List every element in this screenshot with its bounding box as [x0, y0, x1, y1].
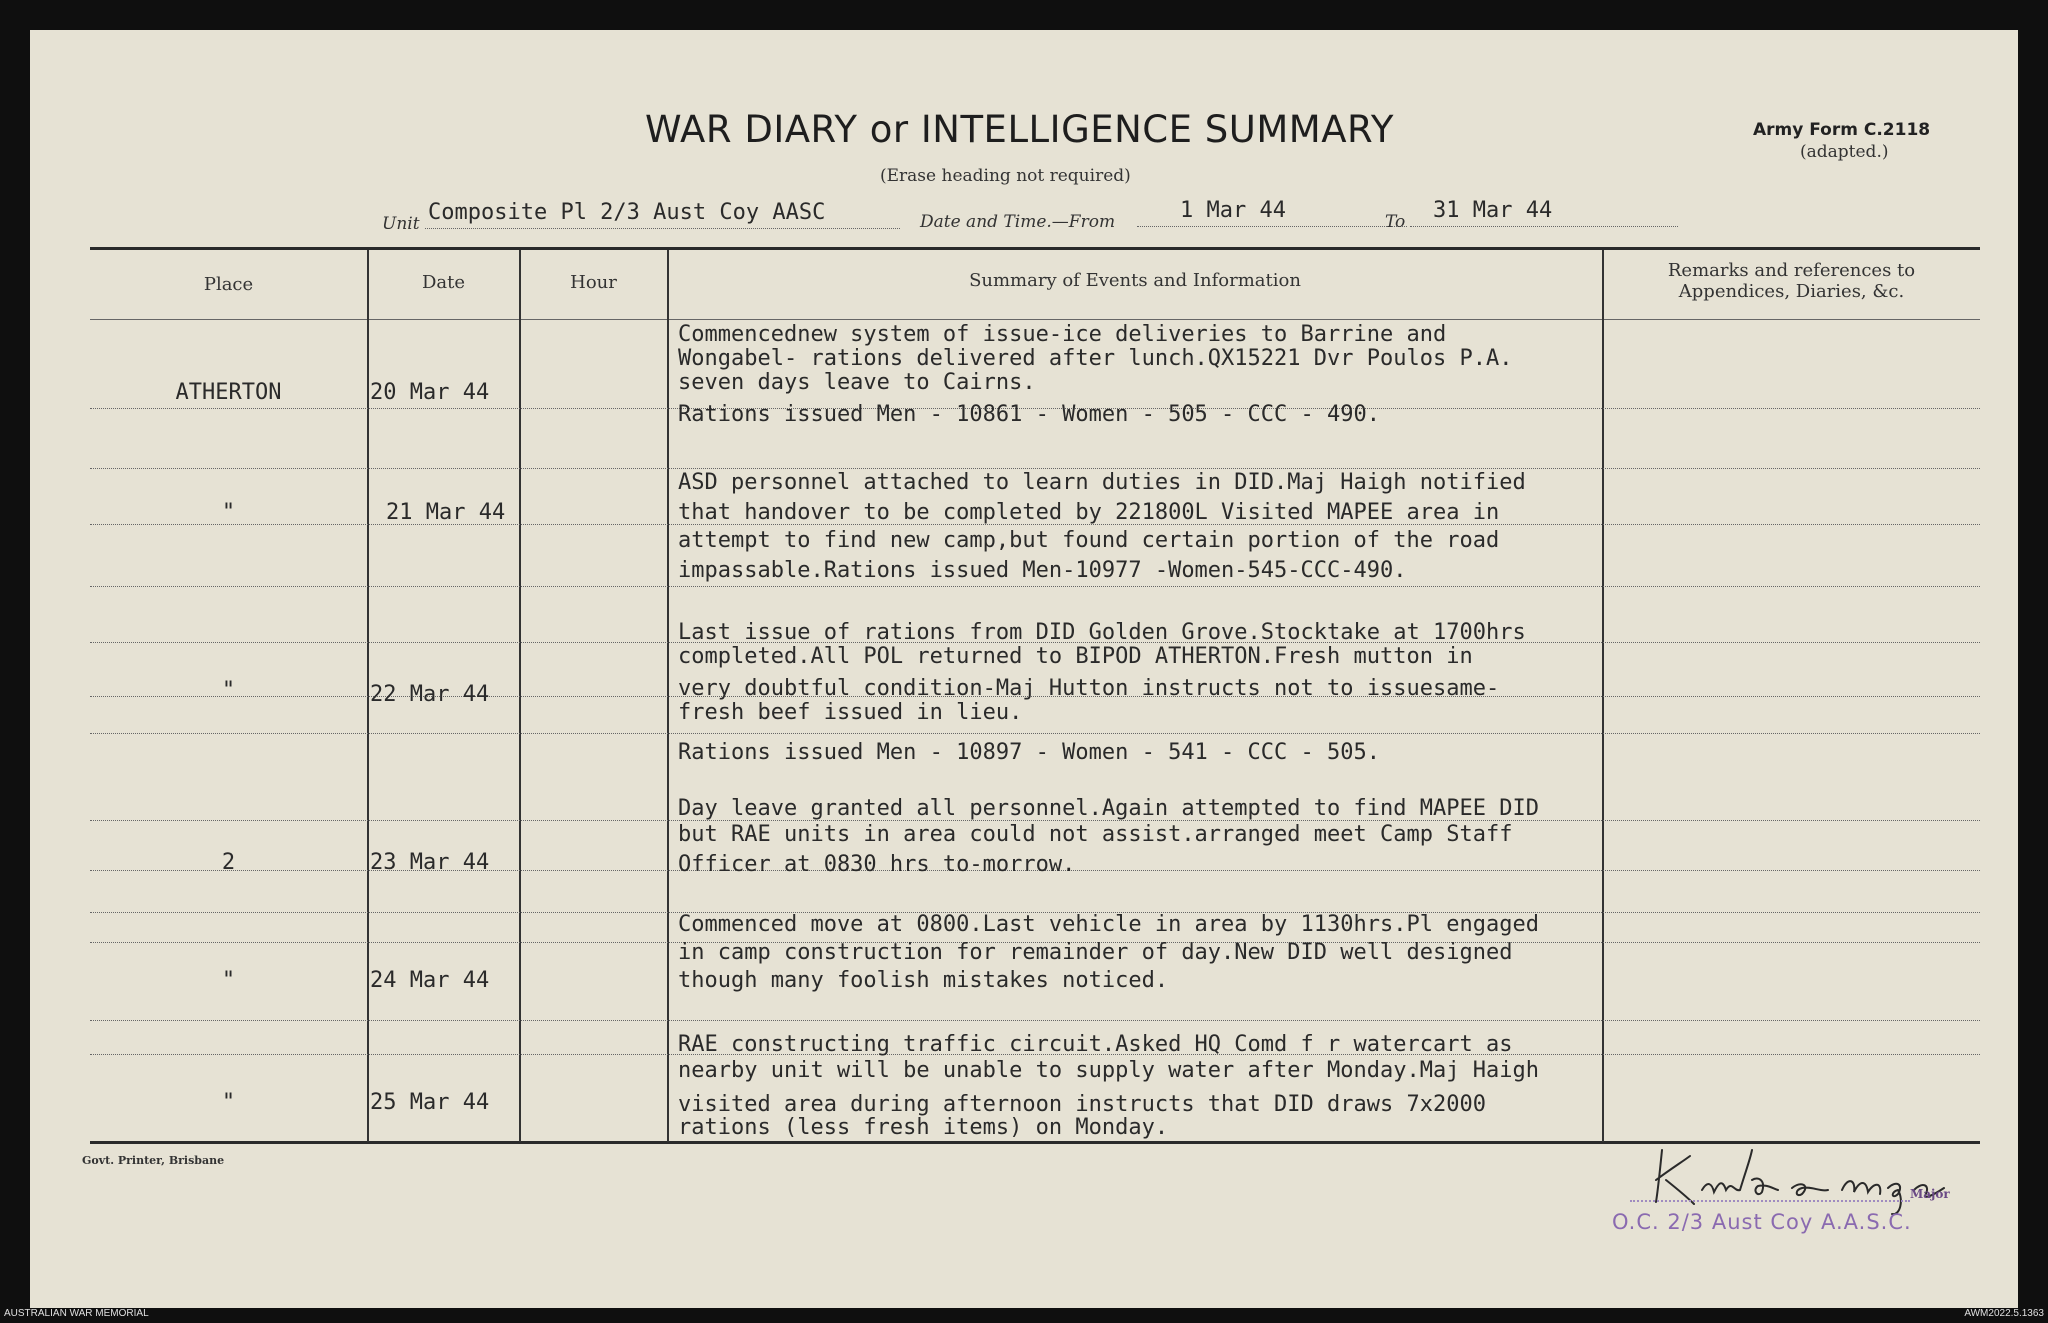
- dotted-rule: [90, 733, 1980, 734]
- entry-date: 23 Mar 44: [370, 850, 490, 875]
- header-remarks-line2: Appendices, Diaries, &c.: [1678, 281, 1905, 302]
- date-time-label: Date and Time.—From: [920, 212, 1116, 232]
- entry-date: 25 Mar 44: [370, 1090, 490, 1115]
- entry-text-line: rations (less fresh items) on Monday.: [678, 1115, 1169, 1140]
- entry-text-line: visited area during afternoon instructs that DID draws 7x2000: [678, 1092, 1486, 1117]
- army-form-number: Army Form C.2118: [1753, 120, 1931, 140]
- entry-text-line: Commencednew system of issue-ice deliveries to Barrine and: [678, 322, 1447, 347]
- archive-label-left: AUSTRALIAN WAR MEMORIAL: [4, 1308, 149, 1319]
- entry-date: 22 Mar 44: [370, 682, 490, 707]
- printer-imprint: Govt. Printer, Brisbane: [82, 1154, 225, 1167]
- entry-text-line: Commenced move at 0800.Last vehicle in area by 1130hrs.Pl engaged: [678, 912, 1539, 937]
- entry-date: 20 Mar 44: [370, 380, 490, 405]
- dotted-rule: [90, 586, 1980, 587]
- dotted-rule: [90, 468, 1980, 469]
- entry-place: ": [221, 1090, 236, 1115]
- entry-place: ": [221, 968, 236, 993]
- entry-text-line: Last issue of rations from DID Golden Grove.Stocktake at 1700hrs: [678, 620, 1526, 645]
- entry-text-line: ASD personnel attached to learn duties in DID.Maj Haigh notified: [678, 470, 1526, 495]
- erase-note: (Erase heading not required): [880, 166, 1131, 186]
- to-value: 31 Mar 44: [1433, 198, 1553, 223]
- entry-text-line: Rations issued Men - 10897 - Women - 541 - CCC - 505.: [678, 740, 1380, 765]
- header-divider: [90, 319, 1980, 320]
- signature-role: Major: [1910, 1187, 1950, 1201]
- header-remarks-line1: Remarks and references to: [1667, 260, 1916, 281]
- from-underline: [1137, 226, 1407, 227]
- table-top-rule: [90, 247, 1980, 250]
- entry-place: 2: [221, 850, 236, 875]
- header-hour: Hour: [570, 272, 617, 293]
- entry-text-line: in camp construction for remainder of day.New DID well designed: [678, 940, 1513, 965]
- entry-text-line: but RAE units in area could not assist.arranged meet Camp Staff: [678, 822, 1513, 847]
- entry-text-line: nearby unit will be unable to supply water after Monday.Maj Haigh: [678, 1058, 1539, 1083]
- unit-label: Unit: [382, 214, 420, 234]
- page-title: WAR DIARY or INTELLIGENCE SUMMARY: [645, 108, 1394, 151]
- entry-text-line: Rations issued Men - 10861 - Women - 505 - CCC - 490.: [678, 402, 1380, 427]
- header-remarks: [1603, 260, 1980, 302]
- entry-text-line: that handover to be completed by 221800L Visited MAPEE area in: [678, 500, 1500, 525]
- dotted-rule: [90, 1020, 1980, 1021]
- signature: [1642, 1140, 1972, 1220]
- archive-label-right: AWM2022.5.1363: [1964, 1308, 2044, 1319]
- to-underline: [1410, 226, 1678, 227]
- unit-stamp: O.C. 2/3 Aust Coy A.A.S.C.: [1612, 1210, 1912, 1234]
- entry-text-line: attempt to find new camp,but found certain portion of the road: [678, 528, 1500, 553]
- to-label: To: [1385, 212, 1406, 232]
- entry-text-line: impassable.Rations issued Men-10977 -Women-545-CCC-490.: [678, 558, 1407, 583]
- entry-text-line: Day leave granted all personnel.Again attempted to find MAPEE DID: [678, 796, 1539, 821]
- entry-text-line: very doubtful condition-Maj Hutton instructs not to issuesame-: [678, 676, 1500, 701]
- from-value: 1 Mar 44: [1180, 198, 1286, 223]
- entry-text-line: seven days leave to Cairns.: [678, 370, 1036, 395]
- header-place: Place: [203, 274, 254, 295]
- entry-text-line: Wongabel- rations delivered after lunch.QX15221 Dvr Poulos P.A.: [678, 346, 1513, 371]
- entry-text-line: Officer at 0830 hrs to-morrow.: [678, 852, 1076, 877]
- entry-date: 24 Mar 44: [370, 968, 490, 993]
- entry-place: ATHERTON: [175, 380, 282, 405]
- header-date: Date: [421, 272, 466, 293]
- entry-date: 21 Mar 44: [386, 500, 506, 525]
- adapted-note: (adapted.): [1800, 142, 1889, 162]
- entry-place: ": [221, 500, 236, 525]
- stamp-dotted-line: [1630, 1200, 1910, 1202]
- header-summary: Summary of Events and Information: [969, 270, 1301, 291]
- entry-text-line: though many foolish mistakes noticed.: [678, 968, 1169, 993]
- diary-sheet: [30, 30, 2018, 1308]
- entry-text-line: completed.All POL returned to BIPOD ATHERTON.Fresh mutton in: [678, 644, 1473, 669]
- entry-text-line: fresh beef issued in lieu.: [678, 700, 1023, 725]
- unit-value: Composite Pl 2/3 Aust Coy AASC: [428, 200, 826, 225]
- entry-text-line: RAE constructing traffic circuit.Asked HQ Comd f r watercart as: [678, 1032, 1513, 1057]
- unit-underline: [425, 228, 900, 229]
- entry-place: ": [221, 678, 236, 703]
